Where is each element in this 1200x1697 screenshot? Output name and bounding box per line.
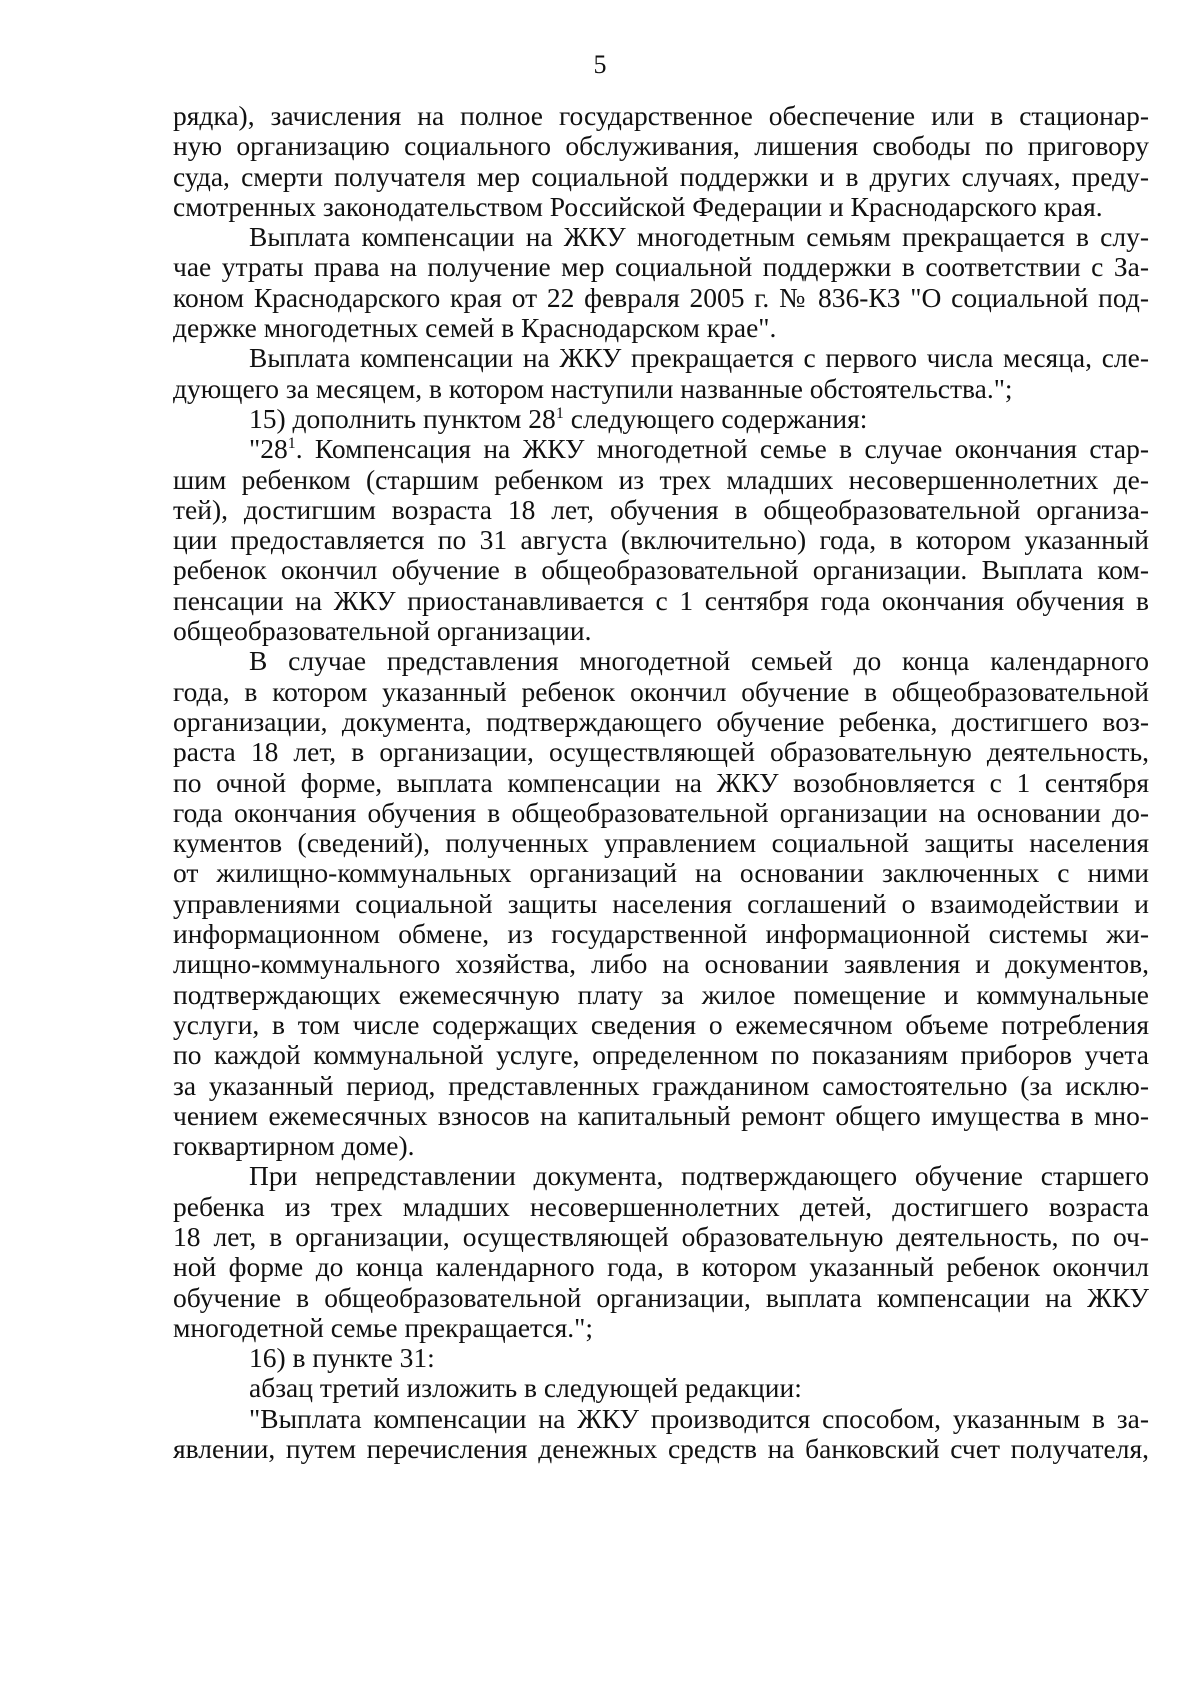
text-line <box>173 1131 1149 1161</box>
text-line <box>173 1161 1149 1191</box>
line-text: суда, смерти получателя мер социальной поддержки и в других случаях, преду- <box>173 160 1149 192</box>
text-line <box>173 101 1149 131</box>
line-text: года, в котором указанный ребенок окончил обучение в общеобразовательной <box>173 675 1149 707</box>
line-text: тей), достигшим возраста 18 лет, обучения в общеобразовательной организа- <box>173 493 1149 525</box>
line-text: рядка), зачисления на полное государственное обеспечение или в стационар- <box>173 100 1149 131</box>
line-text: шим ребенком (старшим ребенком из трех младших несовершеннолетних де- <box>173 463 1149 495</box>
line-text: При непредставлении документа, подтверждающего обучение старшего <box>249 1160 1149 1192</box>
line-text: лищно-коммунального хозяйства, либо на основании заявления и документов, <box>173 948 1149 980</box>
text-line <box>173 798 1149 828</box>
text-line <box>173 252 1149 282</box>
text-line <box>173 283 1149 313</box>
line-text: ную организацию социального обслуживания, лишения свободы по приговору <box>173 130 1149 162</box>
line-text: раста 18 лет, в организации, осуществляющей образовательную деятельность, <box>173 736 1149 768</box>
line-text: ребенок окончил обучение в общеобразовательной организации. Выплата ком- <box>173 554 1149 586</box>
text-line <box>173 1283 1149 1313</box>
page-number: 5 <box>593 50 607 79</box>
text-line <box>173 1343 1149 1373</box>
line-text: абзац третий изложить в следующей редакции: <box>249 1372 802 1404</box>
line-text: услуги, в том числе содержащих сведения о ежемесячном объеме потребления <box>173 1008 1149 1040</box>
line-text: ной форме до конца календарного года, в котором указанный ребенок окончил <box>173 1251 1149 1283</box>
line-text: "28 <box>249 433 288 465</box>
text-line <box>173 343 1149 373</box>
line-text: чением ежемесячных взносов на капитальный ремонт общего имущества в мно- <box>173 1099 1149 1131</box>
line-text: коном Краснодарского края от 22 февраля 2005 г. № 836-КЗ "О социальной под- <box>173 281 1149 313</box>
text-line <box>173 162 1149 192</box>
line-text: дующего за месяцем, в котором наступили названные обстоятельства."; <box>173 372 1013 404</box>
text-line <box>173 949 1149 979</box>
line-text-continuation: . Компенсация на ЖКУ многодетной семье в случае окончания стар- <box>295 433 1149 465</box>
line-text: по каждой коммунальной услуге, определенном по показаниям приборов учета <box>173 1039 1149 1071</box>
text-line <box>173 555 1149 585</box>
body-text <box>173 101 1149 1464</box>
line-text: Выплата компенсации на ЖКУ многодетным семьям прекращается в слу- <box>249 221 1149 253</box>
line-text: смотренных законодательством Российской Федерации и Краснодарского края. <box>173 190 1103 222</box>
line-text: ребенка из трех младших несовершеннолетних детей, достигшего возраста <box>173 1190 1149 1222</box>
line-text: держке многодетных семей в Краснодарском крае". <box>173 312 777 344</box>
line-text: Выплата компенсации на ЖКУ прекращается с первого числа месяца, сле- <box>249 342 1149 374</box>
line-text: 16) в пункте 31: <box>249 1342 435 1374</box>
text-line <box>173 1192 1149 1222</box>
line-text: 18 лет, в организации, осуществляющей образовательную деятельность, по оч- <box>173 1220 1149 1252</box>
line-text: от жилищно-коммунальных организаций на основании заключенных с ними <box>173 857 1149 889</box>
text-line <box>173 768 1149 798</box>
text-line <box>173 404 1149 434</box>
text-line <box>173 1252 1149 1282</box>
superscript: 1 <box>555 404 564 422</box>
text-line <box>173 1040 1149 1070</box>
text-line <box>173 1010 1149 1040</box>
text-line <box>173 1434 1149 1464</box>
text-line <box>173 586 1149 616</box>
text-line <box>173 1222 1149 1252</box>
text-line <box>173 980 1149 1010</box>
line-text: "Выплата компенсации на ЖКУ производится способом, указанным в за- <box>249 1402 1149 1434</box>
line-text: за указанный период, представленных гражданином самостоятельно (за исклю- <box>173 1069 1149 1101</box>
text-line <box>173 374 1149 404</box>
line-text: года окончания обучения в общеобразовательной организации на основании до- <box>173 796 1149 828</box>
line-text-continuation: следующего содержания: <box>563 402 868 434</box>
text-line <box>173 889 1149 919</box>
line-text: чае утраты права на получение мер социальной поддержки в соответствии с За- <box>173 251 1149 283</box>
line-text: явлении, путем перечисления денежных средств на банковский счет получателя, <box>173 1433 1149 1465</box>
line-text: управлениями социальной защиты населения соглашений о взаимодействии и <box>173 887 1149 919</box>
text-line <box>173 222 1149 252</box>
line-text: обучение в общеобразовательной организации, выплата компенсации на ЖКУ <box>173 1281 1149 1313</box>
superscript: 1 <box>287 435 296 453</box>
text-line <box>173 1313 1149 1343</box>
line-text: 15) дополнить пунктом 28 <box>249 402 556 434</box>
text-line <box>173 434 1149 464</box>
text-line <box>173 677 1149 707</box>
text-line <box>173 646 1149 676</box>
line-text: В случае представления многодетной семьей до конца календарного <box>249 645 1149 677</box>
line-text: многодетной семье прекращается."; <box>173 1311 593 1343</box>
line-text: пенсации на ЖКУ приостанавливается с 1 сентября года окончания обучения в <box>173 584 1149 616</box>
text-line <box>173 858 1149 888</box>
text-line <box>173 919 1149 949</box>
text-line <box>173 1071 1149 1101</box>
line-text: подтверждающих ежемесячную плату за жилое помещение и коммунальные <box>173 978 1149 1010</box>
text-line <box>173 495 1149 525</box>
line-text: по очной форме, выплата компенсации на ЖКУ возобновляется с 1 сентября <box>173 766 1149 798</box>
text-line <box>173 828 1149 858</box>
line-text: общеобразовательной организации. <box>173 615 592 647</box>
text-line <box>173 707 1149 737</box>
text-line <box>173 313 1149 343</box>
text-line <box>173 1404 1149 1434</box>
line-text: гоквартирном доме). <box>173 1130 415 1162</box>
text-line <box>173 525 1149 555</box>
line-text: кументов (сведений), полученных управлением социальной защиты населения <box>173 827 1149 859</box>
text-line <box>173 616 1149 646</box>
text-line <box>173 737 1149 767</box>
line-text: организации, документа, подтверждающего обучение ребенка, достигшего воз- <box>173 705 1149 737</box>
text-line <box>173 1373 1149 1403</box>
text-line <box>173 131 1149 161</box>
text-line <box>173 465 1149 495</box>
line-text: информационном обмене, из государственной информационной системы жи- <box>173 918 1149 950</box>
line-text: ции предоставляется по 31 августа (включительно) года, в котором указанный <box>173 524 1149 556</box>
text-line <box>173 1101 1149 1131</box>
text-line <box>173 192 1149 222</box>
